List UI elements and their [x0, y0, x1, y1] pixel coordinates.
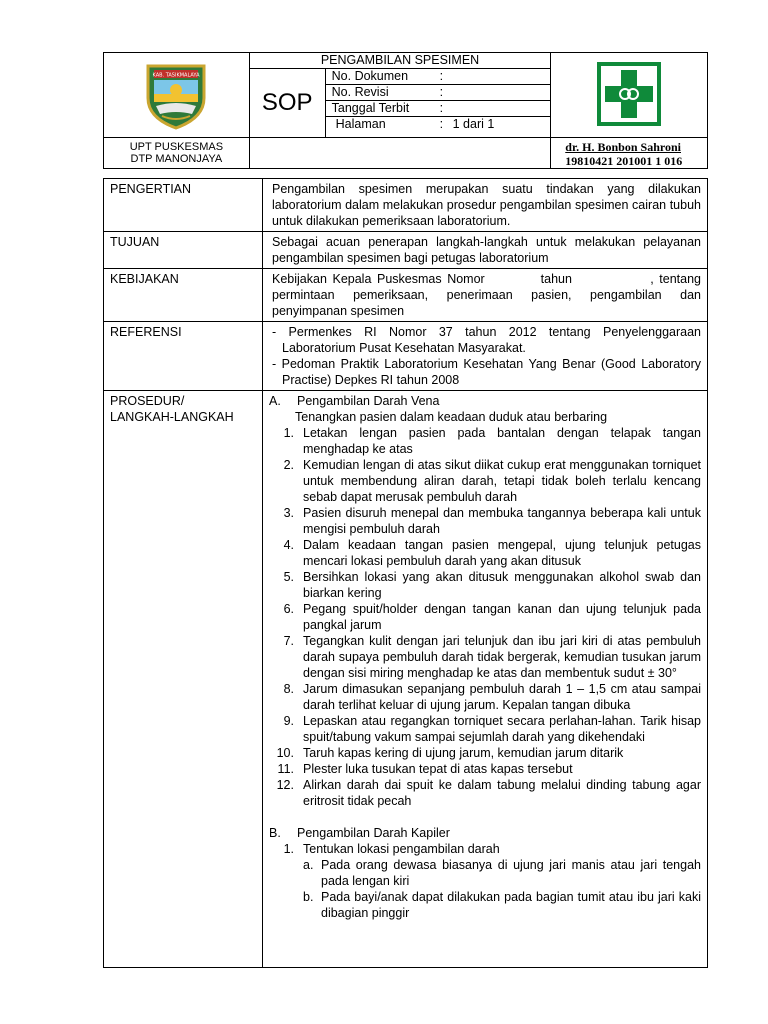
meta-row-revisi — [326, 85, 551, 101]
signer-block — [551, 138, 708, 169]
row-tujuan — [104, 232, 708, 269]
row-label: TUJUAN — [104, 232, 263, 269]
kabupaten-logo-icon — [144, 60, 208, 130]
section-letter: A. — [269, 394, 281, 408]
step-text: Tegangkan kulit dengan jari telunjuk dan ibu jari kiri di atas pembuluh darah supaya pembuluh darah tidak bergerak, kemudian tusukan jarum dengan sisi miring menghadap ke atas dan membentuk sudut ± 30° — [303, 634, 701, 680]
section-b-heading — [267, 825, 701, 841]
row-content — [263, 322, 708, 391]
step-number: 7. — [283, 634, 294, 648]
step-text: Kemudian lengan di atas sikut diikat cukup erat menggunakan torniquet untuk membendung aliran darah, tetapi tidak boleh terlalu kencang sebab dapat merusak pembuluh darah — [303, 458, 701, 504]
logo-text: KAB. TASIKMALAYA — [152, 72, 200, 79]
step-text: Taruh kapas kering di ujung jarum, kemudian jarum ditarik — [303, 746, 624, 760]
step-number: 8. — [283, 682, 294, 696]
row-referensi — [104, 322, 708, 391]
meta-value: 1 dari 1 — [452, 117, 495, 131]
section-title: Pengambilan Darah Kapiler — [297, 826, 450, 840]
step-text — [303, 841, 701, 921]
logo-cell — [104, 53, 250, 138]
section-b-steps — [267, 841, 701, 921]
substep-letter: a. — [303, 858, 314, 872]
step-item — [267, 425, 701, 457]
signer-name: dr. H. Bonbon Sahroni — [565, 140, 681, 154]
step-item — [267, 745, 701, 761]
meta-row-dokumen — [326, 69, 551, 85]
step-number: 1. — [283, 426, 294, 440]
section-title: Pengambilan Darah Vena — [297, 394, 440, 408]
row-prosedur — [104, 391, 708, 968]
meta-sep: : — [439, 69, 444, 83]
step-text: Plester luka tusukan tepat di atas kapas tersebut — [303, 762, 573, 776]
cross-logo-cell — [551, 53, 708, 138]
reference-item: - Permenkes RI Nomor 37 tahun 2012 tentang Penyelenggaraan Laboratorium Pusat Kesehatan Masyarakat. — [272, 325, 701, 355]
document-meta-cell — [325, 69, 551, 138]
section-letter: B. — [269, 826, 281, 840]
substep-text: Pada orang dewasa biasanya di ujung jari manis atau jari tengah pada lengan kiri — [321, 858, 701, 888]
step-item — [267, 505, 701, 537]
meta-row-halaman — [326, 117, 551, 133]
step-item — [267, 841, 701, 921]
step-text: Pegang spuit/holder dengan tangan kanan dan ujung telunjuk pada pangkal jarum — [303, 602, 701, 632]
row-label-line: PROSEDUR/ — [110, 394, 185, 408]
sop-content-table — [103, 178, 708, 968]
meta-label: No. Revisi — [331, 85, 389, 99]
sop-label: SOP — [249, 69, 325, 138]
step-number: 11. — [277, 762, 294, 776]
meta-label: No. Dokumen — [331, 69, 409, 83]
step-number: 4. — [283, 538, 294, 552]
sop-header-table — [103, 52, 708, 169]
meta-sep: : — [439, 85, 444, 99]
step-text: Jarum dimasukan sepanjang pembuluh darah 1 – 1,5 cm atau sampai darah terlihat keluar di ujung jarum. Kepalan tangan dibuka — [303, 682, 701, 712]
step-text: Letakan lengan pasien pada bantalan dengan telapak tangan menghadap ke atas — [303, 426, 701, 456]
org-line-2: DTP MANONJAYA — [130, 153, 223, 165]
procedure-content — [263, 391, 708, 968]
puskesmas-cross-icon — [597, 62, 661, 126]
meta-row-tanggal — [326, 101, 551, 117]
step-text: Lepaskan atau regangkan torniquet secara perlahan-lahan. Tarik hisap spuit/tabung vakum sampai sejumlah darah yang dikehendaki — [303, 714, 701, 744]
step-item — [267, 777, 701, 809]
org-line-1: UPT PUSKESMAS — [129, 141, 224, 153]
step-item — [267, 761, 701, 777]
row-label — [104, 391, 263, 968]
row-pengertian — [104, 179, 708, 232]
document-title: PENGAMBILAN SPESIMEN — [249, 53, 551, 69]
step-item — [267, 537, 701, 569]
signer-nip: 19810421 201001 1 016 — [565, 154, 683, 168]
step-item — [267, 681, 701, 713]
substep-list — [303, 857, 701, 921]
step-text: Bersihkan lokasi yang akan ditusuk menggunakan alkohol swab dan biarkan kering — [303, 570, 701, 600]
row-label: REFERENSI — [104, 322, 263, 391]
step-text: Pasien disuruh menepal dan membuka tangannya beberapa kali untuk mengisi pembuluh darah — [303, 506, 701, 536]
document-meta-table — [326, 69, 551, 132]
meta-label: Tanggal Terbit — [331, 101, 410, 115]
row-label: KEBIJAKAN — [104, 269, 263, 322]
substep-item — [303, 857, 701, 889]
meta-label: Halaman — [335, 117, 386, 131]
step-number: 9. — [283, 714, 294, 728]
step-number: 12. — [276, 778, 294, 792]
step-number: 3. — [283, 506, 294, 520]
empty-cell — [249, 138, 551, 169]
step-number: 6. — [283, 602, 294, 616]
section-a-steps — [267, 425, 701, 809]
meta-sep: : — [439, 101, 444, 115]
substep-letter: b. — [303, 890, 314, 904]
step-number: 10. — [276, 746, 294, 760]
step-text: Alirkan darah dai spuit ke dalam tabung melalui dinding tabung agar eritrosit tidak pecah — [303, 778, 701, 808]
step-number: 1. — [283, 842, 294, 856]
step-number: 5. — [283, 570, 294, 584]
step-text: Dalam keadaan tangan pasien mengepal, ujung telunjuk petugas mencari lokasi pembuluh darah yang akan ditusuk — [303, 538, 701, 568]
step-number: 2. — [283, 458, 294, 472]
row-content: Pengambilan spesimen merupakan suatu tindakan yang dilakukan laboratorium dalam melakukan prosedur pengambilan spesimen cairan tubuh untuk dilakukan pemeriksaan laboratorium. — [263, 179, 708, 232]
step-item — [267, 569, 701, 601]
meta-sep: : — [439, 117, 444, 131]
row-content: Kebijakan Kepala Puskesmas Nomor tahun , tentang permintaan pemeriksaan, penerimaan pasien, pengambilan dan penyimpanan spesimen — [263, 269, 708, 322]
substep-item — [303, 889, 701, 921]
step-item — [267, 713, 701, 745]
step-title: Tentukan lokasi pengambilan darah — [303, 842, 500, 856]
row-content: Sebagai acuan penerapan langkah-langkah untuk melakukan pelayanan pengambilan spesimen bagi petugas laboratorium — [263, 232, 708, 269]
row-label: PENGERTIAN — [104, 179, 263, 232]
substep-text: Pada bayi/anak dapat dilakukan pada bagian tumit atau ibu jari kaki dibagian pinggir — [321, 890, 701, 920]
reference-item: - Pedoman Praktik Laboratorium Kesehatan Yang Benar (Good Laboratory Practise) Depkes RI tahun 2008 — [272, 357, 701, 387]
section-a-heading — [267, 393, 701, 409]
step-item — [267, 457, 701, 505]
row-kebijakan — [104, 269, 708, 322]
step-item — [267, 601, 701, 633]
row-label-line: LANGKAH-LANGKAH — [110, 410, 234, 424]
section-a-intro: Tenangkan pasien dalam keadaan duduk atau berbaring — [295, 410, 608, 424]
step-item — [267, 633, 701, 681]
organization-name — [104, 138, 250, 169]
